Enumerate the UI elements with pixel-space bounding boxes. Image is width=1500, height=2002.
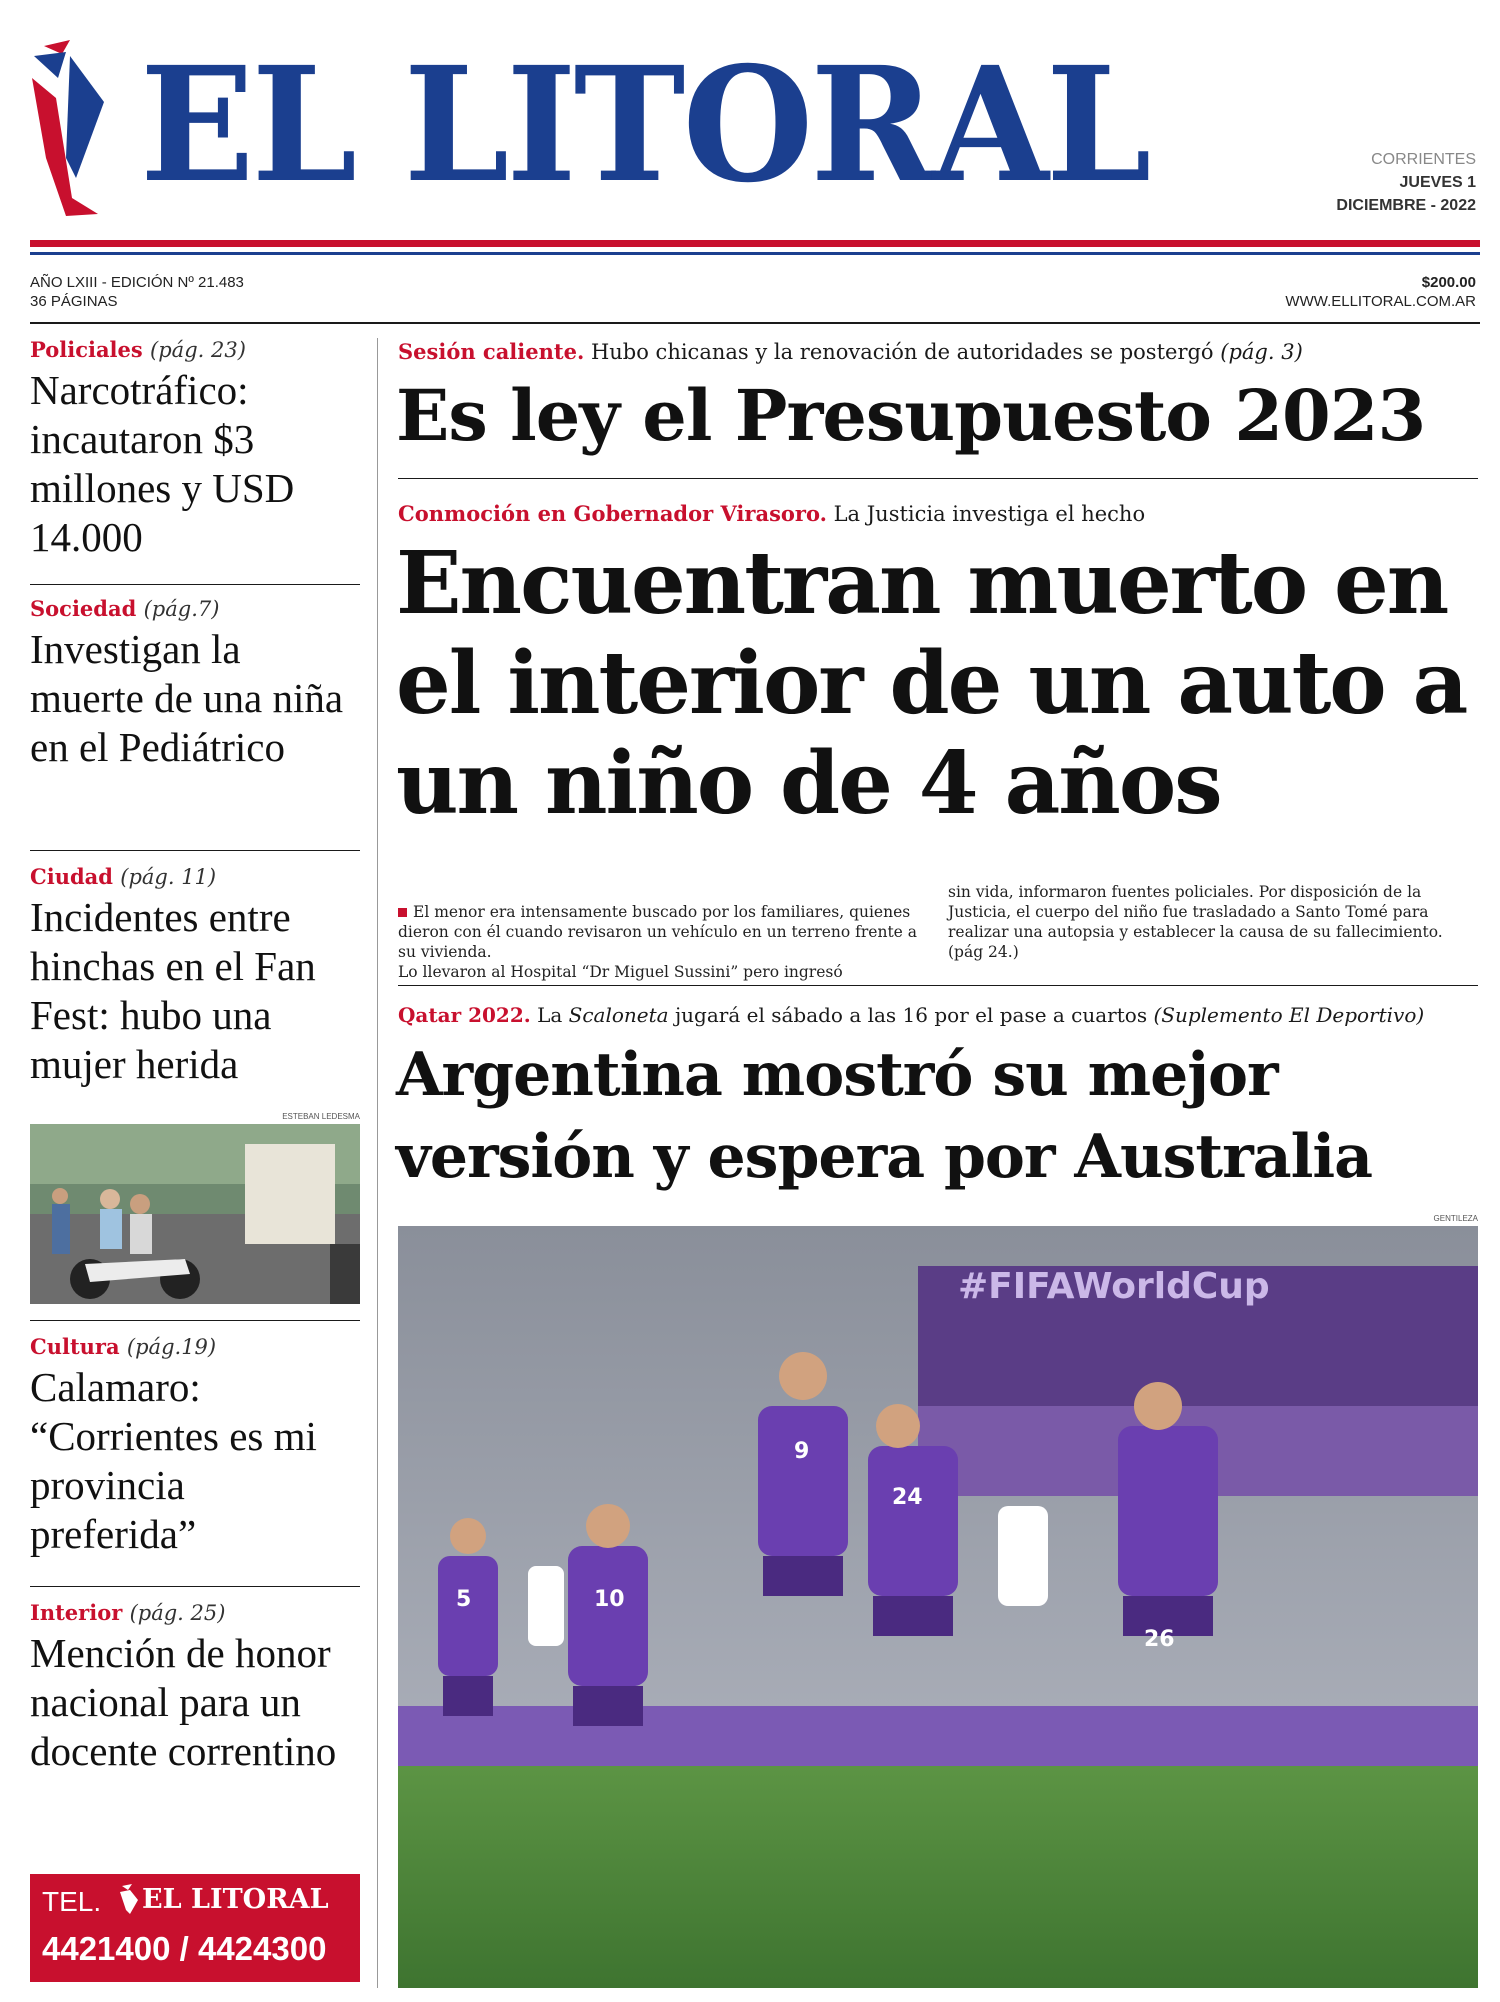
edition-info: AÑO LXIII - EDICIÓN Nº 21.483 36 PÁGINAS (30, 274, 244, 310)
story2-body-col2: sin vida, informaron fuentes policiales. Por disposición de la Justicia, el cuerpo del niño fue trasladado a Santo Tomé para realizar una autopsia y establecer la causa de su fallecimiento. (pág 24.) (948, 883, 1443, 961)
story1-kicker: Sesión caliente. Hubo chicanas y la renovación de autoridades se postergó (pág. 3) (398, 339, 1303, 364)
story3-kicker: Qatar 2022. La Scaloneta jugará el sábado a las 16 por el pase a cuartos (Suplemento El Deportivo) (398, 1003, 1425, 1027)
website-link[interactable]: WWW.ELLITORAL.COM.AR (1285, 293, 1476, 310)
divider (30, 1586, 360, 1587)
photo-credit: ESTEBAN LEDESMA (282, 1112, 360, 1121)
jersey-number: 5 (456, 1587, 472, 1612)
divider (30, 584, 360, 585)
sidebar-item-interior[interactable]: Interior (pág. 25) Mención de honor nacional para un docente correntino (30, 1600, 337, 1774)
sidebar-item-cultura[interactable]: Cultura (pág.19) Calamaro: “Corrientes es mi provincia preferida” (30, 1334, 317, 1557)
divider (398, 478, 1478, 479)
story2-kicker: Conmoción en Gobernador Virasoro. La Justicia investiga el hecho (398, 501, 1146, 526)
fan-fest-photo[interactable] (30, 1124, 360, 1304)
story2-headline[interactable]: Encuentran muerto en el interior de un auto a un niño de 4 años (396, 533, 1467, 834)
sidebar-item-ciudad[interactable]: Ciudad (pág. 11) Incidentes entre hinchas en el Fan Fest: hubo una mujer herida (30, 864, 316, 1087)
sidebar-item-policiales[interactable]: Policiales (pág. 23) Narcotráfico: incautaron $3 millones y USD 14.000 (30, 337, 295, 560)
ad-prefix: TEL. (42, 1886, 102, 1917)
jersey-number: 9 (794, 1439, 810, 1464)
masthead-red-rule (30, 240, 1480, 247)
logo-bird-icon (26, 38, 106, 230)
divider (398, 985, 1478, 986)
jersey-number: 24 (892, 1485, 923, 1510)
column-divider (377, 338, 378, 1988)
fifa-banner-text: #FIFAWorldCup (958, 1266, 1270, 1307)
story2-body-col1: El menor era intensamente buscado por los familiares, quienes dieron con él cuando revisaron un vehículo en un terreno frente a su vivienda. Lo llevaron al Hospital “Dr Miguel Sussini” pero ingresó (398, 903, 918, 981)
jersey-number: 10 (594, 1587, 625, 1612)
bullet-icon (398, 908, 407, 917)
divider (30, 1320, 360, 1321)
masthead-bottom-rule (30, 322, 1480, 324)
price-info: $200.00 WWW.ELLITORAL.COM.AR (1285, 274, 1476, 310)
masthead-blue-rule (30, 252, 1480, 255)
photo-credit: GENTILEZA (1433, 1214, 1478, 1223)
divider (30, 850, 360, 851)
argentina-celebration-photo[interactable] (398, 1226, 1478, 1988)
story3-headline[interactable]: Argentina mostró su mejor versión y espera por Australia (396, 1040, 1373, 1192)
phone-ad[interactable] (30, 1874, 360, 1982)
ad-phones[interactable]: 4421400 / 4424300 (42, 1930, 327, 1967)
story1-headline[interactable]: Es ley el Presupuesto 2023 (396, 374, 1426, 457)
newspaper-title: EL LITORAL (140, 33, 1149, 218)
masthead-date: CORRIENTES JUEVES 1 DICIEMBRE - 2022 (1336, 151, 1476, 214)
ad-brand: EL LITORAL (142, 1884, 329, 1915)
logo-bird-icon (118, 1884, 140, 1918)
jersey-number: 26 (1144, 1627, 1175, 1652)
sidebar-item-sociedad[interactable]: Sociedad (pág.7) Investigan la muerte de una niña en el Pediátrico (30, 596, 344, 770)
